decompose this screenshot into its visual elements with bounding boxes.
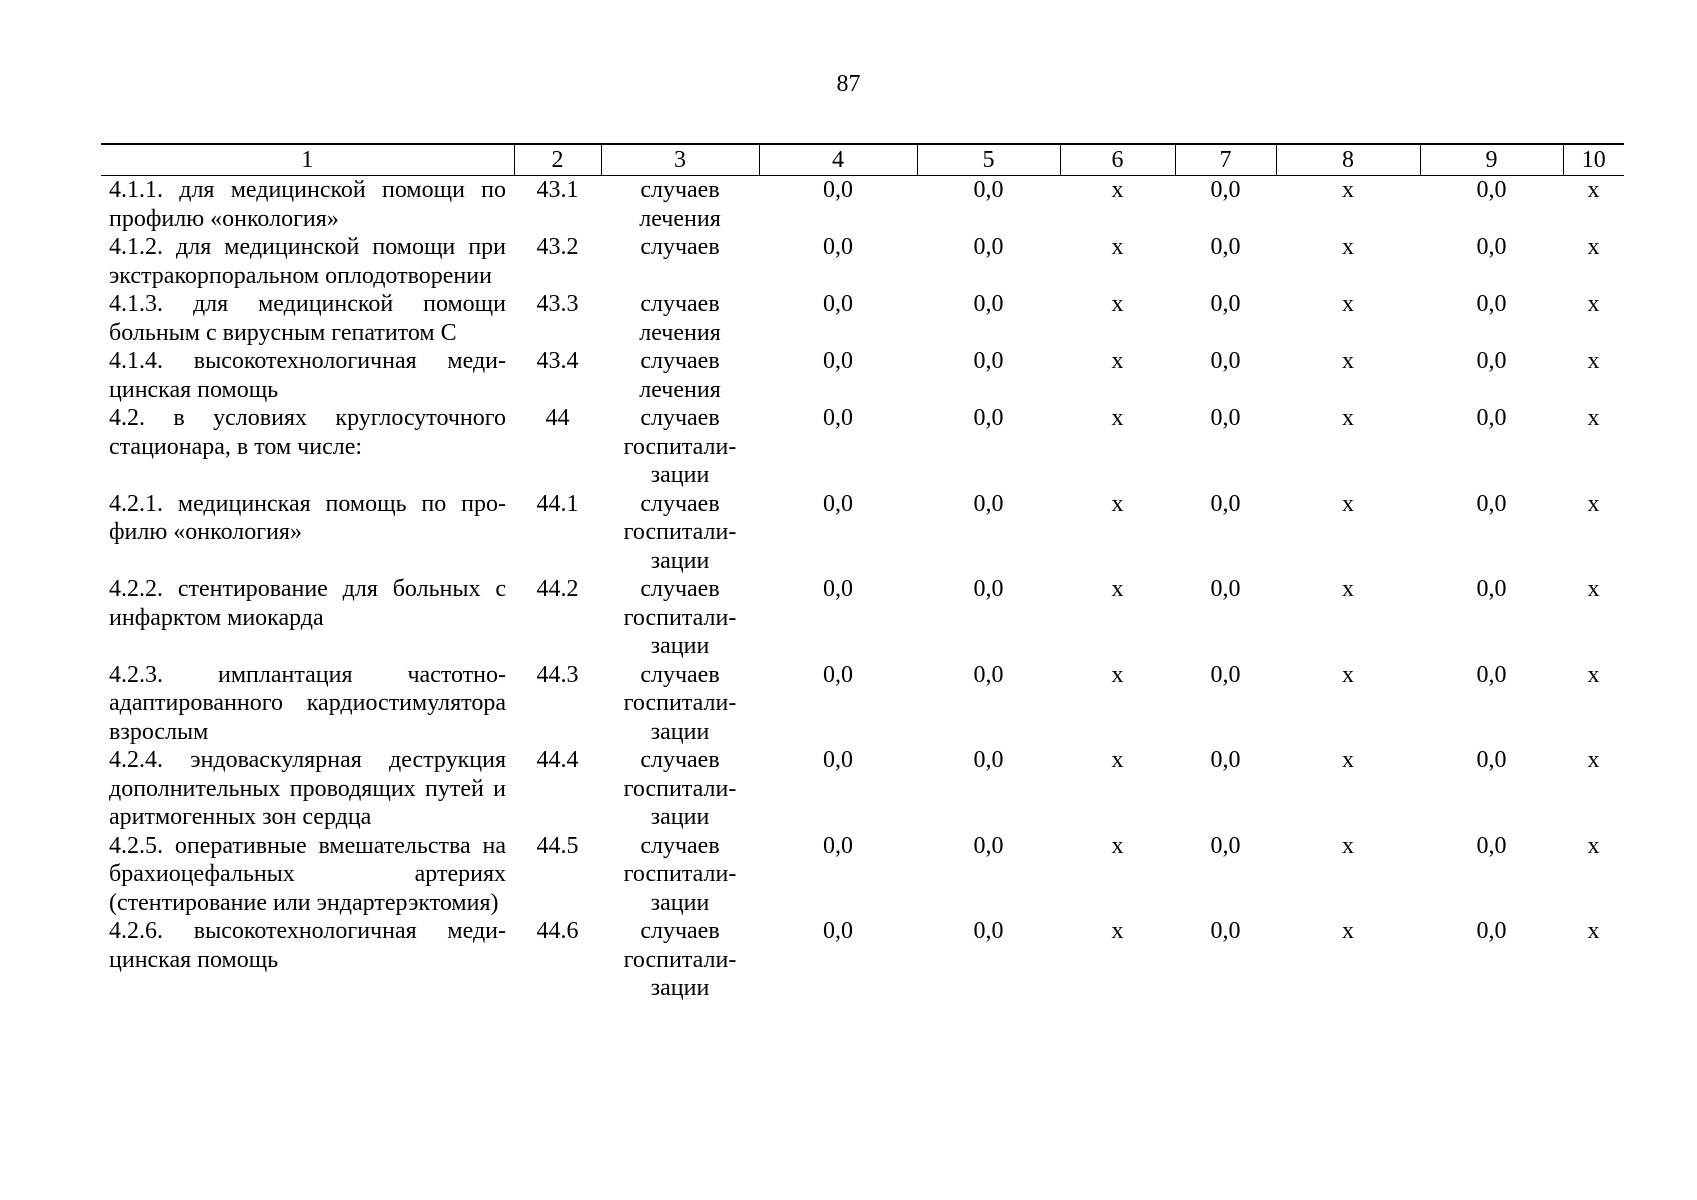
value-cell-col-10: x	[1587, 405, 1600, 431]
value-cell-col-8: x	[1342, 348, 1354, 374]
unit-line: случаев	[640, 576, 720, 602]
unit-cell	[601, 575, 759, 661]
unit-line: госпитали-	[623, 519, 737, 545]
unit-line: случаев	[640, 832, 720, 859]
value-cell-col-4: 0,0	[823, 234, 853, 260]
row-code-cell: 43.2	[536, 234, 579, 260]
unit-line: госпитали-	[623, 690, 737, 716]
unit-line: случаев	[640, 177, 720, 203]
value-cell-col-5: 0,0	[973, 405, 1004, 431]
table-row	[101, 917, 1624, 1003]
value-cell-col-4: 0,0	[823, 177, 853, 203]
value-cell-col-9: 0,0	[1476, 576, 1507, 602]
value-cell-col-9: 0,0	[1476, 747, 1507, 773]
table-row	[101, 233, 1624, 290]
value-cell-col-4: 0,0	[823, 490, 853, 517]
unit-line: госпитали-	[623, 433, 737, 460]
value-cell-col-8: x	[1342, 490, 1354, 517]
value-cell-col-8: x	[1342, 661, 1354, 688]
unit-line: зации	[650, 718, 710, 745]
row-code-cell: 44.3	[536, 661, 579, 688]
value-cell-col-4: 0,0	[823, 291, 853, 317]
value-cell-col-9: 0,0	[1476, 177, 1507, 203]
value-cell-col-9: 0,0	[1476, 490, 1507, 517]
column-header-1: 1	[101, 144, 514, 176]
value-cell-col-4: 0,0	[823, 576, 853, 602]
unit-line: зации	[650, 975, 710, 1001]
indicator-name-cell: 4.1.2. для медицинской помощи при экстракорпоральном оплодотворении	[109, 234, 506, 289]
table-body	[101, 176, 1624, 1003]
unit-line: случаев	[640, 490, 720, 517]
row-code-cell: 44.5	[536, 832, 579, 859]
unit-line: случаев	[640, 234, 720, 260]
indicator-name-cell: 4.1.4. высокотехнологичная медицинская помощь	[109, 348, 506, 403]
value-cell-col-8: x	[1342, 405, 1354, 431]
value-cell-col-7: 0,0	[1210, 832, 1241, 859]
unit-cell	[601, 832, 759, 918]
value-cell-col-6: x	[1111, 405, 1124, 431]
table-row	[101, 347, 1624, 404]
unit-cell	[601, 917, 759, 1003]
value-cell-col-10: x	[1587, 918, 1600, 944]
value-cell-col-5: 0,0	[973, 490, 1004, 517]
unit-line: лечения	[639, 376, 721, 403]
value-cell-col-5: 0,0	[973, 661, 1004, 688]
value-cell-col-7: 0,0	[1210, 177, 1241, 203]
value-cell-col-6: x	[1111, 576, 1124, 602]
statistics-table	[101, 143, 1624, 1003]
row-code-cell: 44.1	[536, 490, 579, 517]
value-cell-col-4: 0,0	[823, 832, 853, 859]
column-header-7: 7	[1175, 144, 1276, 176]
value-cell-col-10: x	[1587, 661, 1600, 688]
value-cell-col-4: 0,0	[823, 348, 853, 374]
table-row	[101, 404, 1624, 490]
value-cell-col-4: 0,0	[823, 661, 853, 688]
unit-line: зации	[650, 462, 710, 488]
value-cell-col-8: x	[1342, 177, 1354, 203]
column-header-2: 2	[514, 144, 601, 176]
row-code-cell: 43.4	[536, 348, 579, 374]
value-cell-col-7: 0,0	[1210, 490, 1241, 517]
value-cell-col-7: 0,0	[1210, 405, 1241, 431]
indicator-name-cell: 4.1.1. для медицинской помощи по профилю «онкология»	[109, 177, 506, 232]
value-cell-col-8: x	[1342, 576, 1354, 602]
table-row	[101, 575, 1624, 661]
unit-line: случаев	[640, 291, 720, 317]
indicator-name-cell: 4.2.6. высокотехнологичная медицинская помощь	[109, 918, 506, 973]
unit-line: случаев	[640, 661, 720, 688]
value-cell-col-7: 0,0	[1210, 348, 1241, 374]
value-cell-col-6: x	[1111, 661, 1124, 688]
table-row	[101, 290, 1624, 347]
unit-line: случаев	[640, 747, 720, 773]
value-cell-col-10: x	[1587, 291, 1600, 317]
value-cell-col-8: x	[1342, 747, 1354, 773]
row-code-cell: 44.4	[536, 747, 579, 773]
unit-cell	[601, 176, 759, 234]
unit-line: госпитали-	[623, 775, 737, 802]
unit-line: зации	[650, 633, 710, 659]
value-cell-col-7: 0,0	[1210, 747, 1241, 773]
value-cell-col-6: x	[1111, 918, 1124, 944]
value-cell-col-9: 0,0	[1476, 832, 1507, 859]
value-cell-col-7: 0,0	[1210, 918, 1241, 944]
value-cell-col-4: 0,0	[823, 747, 853, 773]
unit-cell	[601, 347, 759, 404]
indicator-name-cell: 4.2.2. стентирование для больных с инфарктом миокарда	[109, 576, 506, 631]
value-cell-col-8: x	[1342, 291, 1354, 317]
value-cell-col-5: 0,0	[973, 747, 1004, 773]
value-cell-col-7: 0,0	[1210, 234, 1241, 260]
value-cell-col-9: 0,0	[1476, 234, 1507, 260]
value-cell-col-10: x	[1587, 576, 1600, 602]
indicator-name-cell: 4.2. в условиях круглосуточного стационара, в том числе:	[109, 405, 506, 460]
value-cell-col-4: 0,0	[823, 405, 853, 431]
value-cell-col-4: 0,0	[823, 918, 853, 944]
value-cell-col-10: x	[1587, 234, 1600, 260]
value-cell-col-10: x	[1587, 177, 1600, 203]
column-header-8: 8	[1276, 144, 1420, 176]
value-cell-col-5: 0,0	[973, 234, 1004, 260]
indicator-name-cell: 4.2.1. медицинская помощь по профилю «онкология»	[109, 490, 506, 545]
value-cell-col-6: x	[1111, 234, 1124, 260]
value-cell-col-7: 0,0	[1210, 576, 1241, 602]
value-cell-col-6: x	[1111, 832, 1124, 859]
value-cell-col-9: 0,0	[1476, 291, 1507, 317]
column-header-4: 4	[759, 144, 917, 176]
row-code-cell: 44	[545, 405, 570, 431]
column-header-6: 6	[1060, 144, 1175, 176]
column-header-5: 5	[917, 144, 1060, 176]
unit-line: госпитали-	[623, 604, 737, 631]
row-code-cell: 44.6	[536, 918, 579, 944]
value-cell-col-8: x	[1342, 234, 1354, 260]
indicator-name-cell: 4.2.5. оперативные вмешательства на брахиоцефальных артериях (стентирование или эндартерэктомия)	[109, 832, 506, 916]
unit-line: госпитали-	[623, 946, 737, 973]
indicator-name-cell: 4.2.4. эндоваскулярная деструкция дополнительных проводящих путей и аритмогенных зон сердца	[109, 747, 506, 830]
column-header-3: 3	[601, 144, 759, 176]
value-cell-col-9: 0,0	[1476, 918, 1507, 944]
table-row	[101, 661, 1624, 747]
unit-cell	[601, 746, 759, 832]
value-cell-col-9: 0,0	[1476, 405, 1507, 431]
value-cell-col-6: x	[1111, 177, 1124, 203]
value-cell-col-9: 0,0	[1476, 661, 1507, 688]
value-cell-col-10: x	[1587, 832, 1600, 859]
unit-cell	[601, 661, 759, 747]
table-row	[101, 746, 1624, 832]
unit-line: случаев	[640, 918, 720, 944]
unit-cell	[601, 290, 759, 347]
page-number: 87	[836, 71, 861, 97]
row-code-cell: 43.3	[536, 291, 579, 317]
row-code-cell: 43.1	[536, 177, 579, 203]
value-cell-col-5: 0,0	[973, 348, 1004, 374]
indicator-name-cell: 4.1.3. для медицинской помощи больным с вирусным гепатитом С	[109, 291, 506, 346]
unit-line: случаев	[640, 348, 720, 374]
value-cell-col-5: 0,0	[973, 918, 1004, 944]
value-cell-col-6: x	[1111, 348, 1124, 374]
unit-line: лечения	[639, 319, 721, 346]
unit-cell	[601, 233, 759, 290]
unit-cell	[601, 404, 759, 490]
value-cell-col-9: 0,0	[1476, 348, 1507, 374]
value-cell-col-10: x	[1587, 490, 1600, 517]
value-cell-col-10: x	[1587, 348, 1600, 374]
unit-cell	[601, 490, 759, 576]
indicator-name-cell: 4.2.3. имплантация частотно-адаптированного кардиостимулятора взрослым	[109, 661, 506, 745]
unit-line: зации	[650, 889, 710, 916]
value-cell-col-6: x	[1111, 291, 1124, 317]
value-cell-col-7: 0,0	[1210, 291, 1241, 317]
table-row	[101, 832, 1624, 918]
unit-line: госпитали-	[623, 861, 737, 887]
unit-line: лечения	[639, 205, 721, 232]
value-cell-col-10: x	[1587, 747, 1600, 773]
unit-line: случаев	[640, 405, 720, 431]
row-code-cell: 44.2	[536, 576, 579, 602]
table-row	[101, 176, 1624, 234]
unit-line: зации	[650, 804, 710, 830]
value-cell-col-6: x	[1111, 747, 1124, 773]
table-row	[101, 490, 1624, 576]
value-cell-col-7: 0,0	[1210, 661, 1241, 688]
column-header-10: 10	[1563, 144, 1624, 176]
value-cell-col-6: x	[1111, 490, 1124, 517]
column-number-header-row	[101, 144, 1624, 176]
value-cell-col-8: x	[1342, 918, 1354, 944]
value-cell-col-8: x	[1342, 832, 1354, 859]
column-header-9: 9	[1420, 144, 1563, 176]
value-cell-col-5: 0,0	[973, 177, 1004, 203]
value-cell-col-5: 0,0	[973, 576, 1004, 602]
unit-line: зации	[650, 547, 710, 574]
value-cell-col-5: 0,0	[973, 832, 1004, 859]
value-cell-col-5: 0,0	[973, 291, 1004, 317]
